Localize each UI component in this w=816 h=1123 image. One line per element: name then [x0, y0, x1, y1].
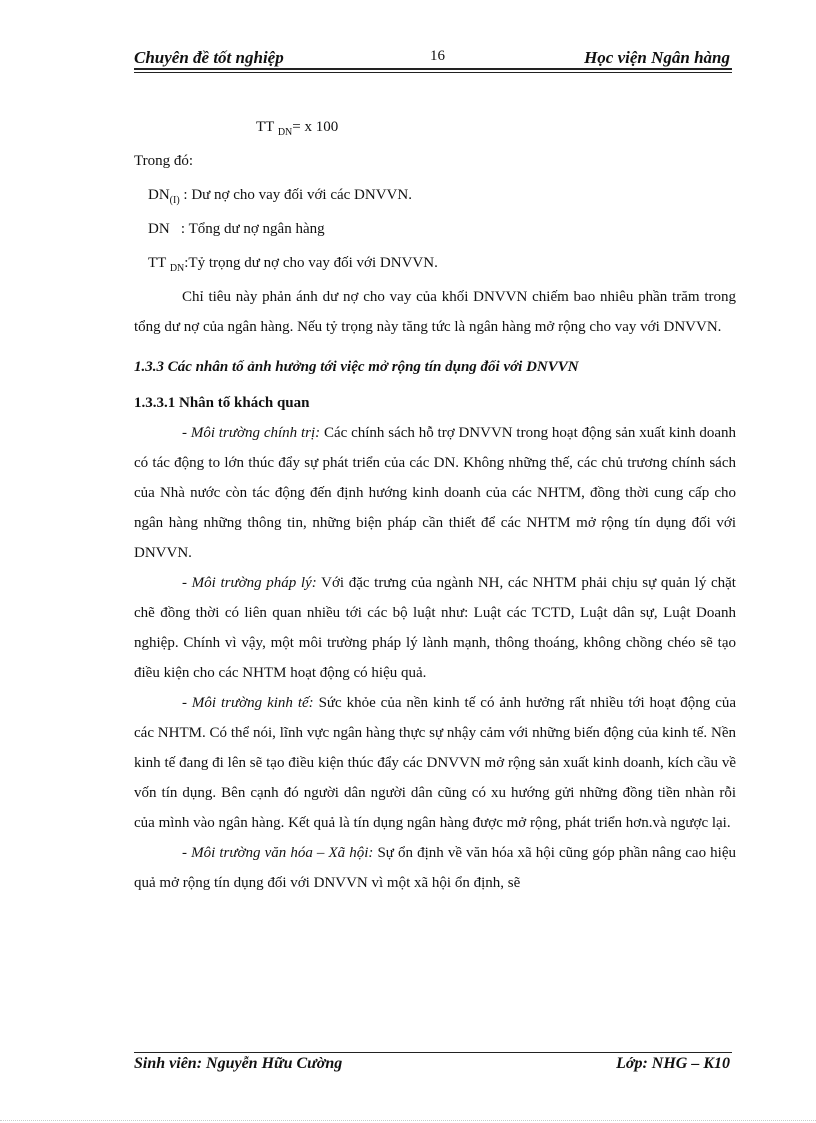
header-rule-thin: [134, 72, 732, 73]
footer-student: Sinh viên: Nguyễn Hữu Cường: [134, 1055, 343, 1072]
factor-bullet: -: [182, 575, 192, 591]
page-edge-divider: [0, 1120, 816, 1121]
legend-symbol: TT: [148, 255, 170, 271]
legend-description: : Tổng dư nợ ngân hàng: [169, 221, 325, 237]
formula: [134, 112, 736, 142]
subsection-heading: 1.3.3.1 Nhân tố khách quan: [134, 395, 310, 411]
factor-bullet: -: [182, 695, 192, 711]
legend-description: : Dư nợ cho vay đối với các DNVVN.: [183, 187, 412, 203]
intro-paragraph: Chỉ tiêu này phản ánh dư nợ cho vay của khối DNVVN chiếm bao nhiêu phần trăm trong tổng dư nợ của ngân hàng. Nếu tỷ trọng này tăng tức là ngân hàng mở rộng cho vay với DNVVN.: [134, 289, 736, 335]
factor-paragraph: [134, 568, 736, 688]
legend-description: :Tỷ trọng dư nợ cho vay đối với DNVVN.: [184, 255, 438, 271]
legend-subscript: DN: [169, 263, 185, 274]
factor-title: Môi trường văn hóa – Xã hội:: [191, 845, 374, 861]
legend-intro: Trong đó:: [134, 153, 194, 169]
footer-class: Lớp: NHG – K10: [616, 1055, 730, 1072]
legend-item: [134, 180, 736, 210]
header-rule: [134, 68, 732, 70]
header-institution: Học viện Ngân hàng: [584, 48, 730, 67]
factor-paragraph: [134, 838, 736, 898]
legend-symbol: DN: [148, 187, 170, 203]
section-heading: 1.3.3 Các nhân tố ảnh hưởng tới việc mở rộng tín dụng đối với DNVVN: [134, 359, 579, 375]
formula-rhs: = x 100: [292, 119, 339, 135]
page-body: [134, 112, 736, 898]
factor-paragraph: [134, 688, 736, 838]
formula-lhs-subscript: DN: [277, 127, 293, 138]
page-footer: [134, 1055, 730, 1077]
factor-text: Sự ổn định về văn hóa xã hội cũng góp phần nâng cao hiệu quả mở rộng tín dụng đối với DNVVN vì một xã hội ổn định, sẽ: [134, 845, 736, 891]
header-doc-title: Chuyên đề tốt nghiệp: [134, 48, 284, 67]
factor-bullet: -: [182, 425, 191, 441]
factor-text: Các chính sách hỗ trợ DNVVN trong hoạt động sản xuất kinh doanh có tác động to lớn thúc đẩy sự phát triển của các DN. Không những thế, các chủ trương chính sách của Nhà nước còn tác động đến định hướng kinh doanh của các NHTM, đồng thời cung cấp cho ngân hàng những thông tin, những biện pháp cần thiết để các NHTM mở rộng tín dụng đối với DNVVN.: [134, 425, 736, 561]
page-number: 16: [430, 48, 445, 64]
factor-title: Môi trường chính trị:: [190, 425, 321, 441]
factor-text: Sức khỏe của nền kinh tế có ảnh hưởng rất nhiều tới hoạt động của các NHTM. Có thể nói, lĩnh vực ngân hàng thực sự nhậy cảm với những biến động của kinh tế. Nền kinh tế đang đi lên sẽ tạo điều kiện thúc đẩy các DNVVN mở rộng sản xuất kinh doanh, kích cầu về vốn tín dụng. Bên cạnh đó người dân người dân cũng có xu hướng gửi những đồng tiền nhàn rỗi của mình vào ngân hàng. Kết quả là tín dụng ngân hàng được mở rộng, phát triển hơn.và ngược lại.: [134, 695, 737, 831]
factor-title: Môi trường pháp lý:: [191, 575, 317, 591]
footer-rule: [134, 1052, 732, 1053]
factor-text: Với đặc trưng của ngành NH, các NHTM phải chịu sự quản lý chặt chẽ đồng thời có liên quan nhiều tới các bộ luật như: Luật các TCTD, Luật dân sự, Luật Doanh nghiệp. Chính vì vậy, một môi trường pháp lý lành mạnh, thông thoáng, không chồng chéo sẽ tạo điều kiện cho các NHTM hoạt động có hiệu quả.: [134, 575, 736, 681]
formula-lhs: TT: [256, 119, 275, 135]
legend-symbol: DN: [148, 221, 170, 237]
factor-paragraph: [134, 418, 736, 568]
factor-bullet: -: [182, 845, 192, 861]
page-header: [134, 46, 730, 70]
legend-item: [134, 248, 736, 278]
factor-title: Môi trường kinh tế:: [191, 695, 314, 711]
legend-item: [134, 214, 736, 244]
legend-subscript: (I): [169, 195, 180, 206]
